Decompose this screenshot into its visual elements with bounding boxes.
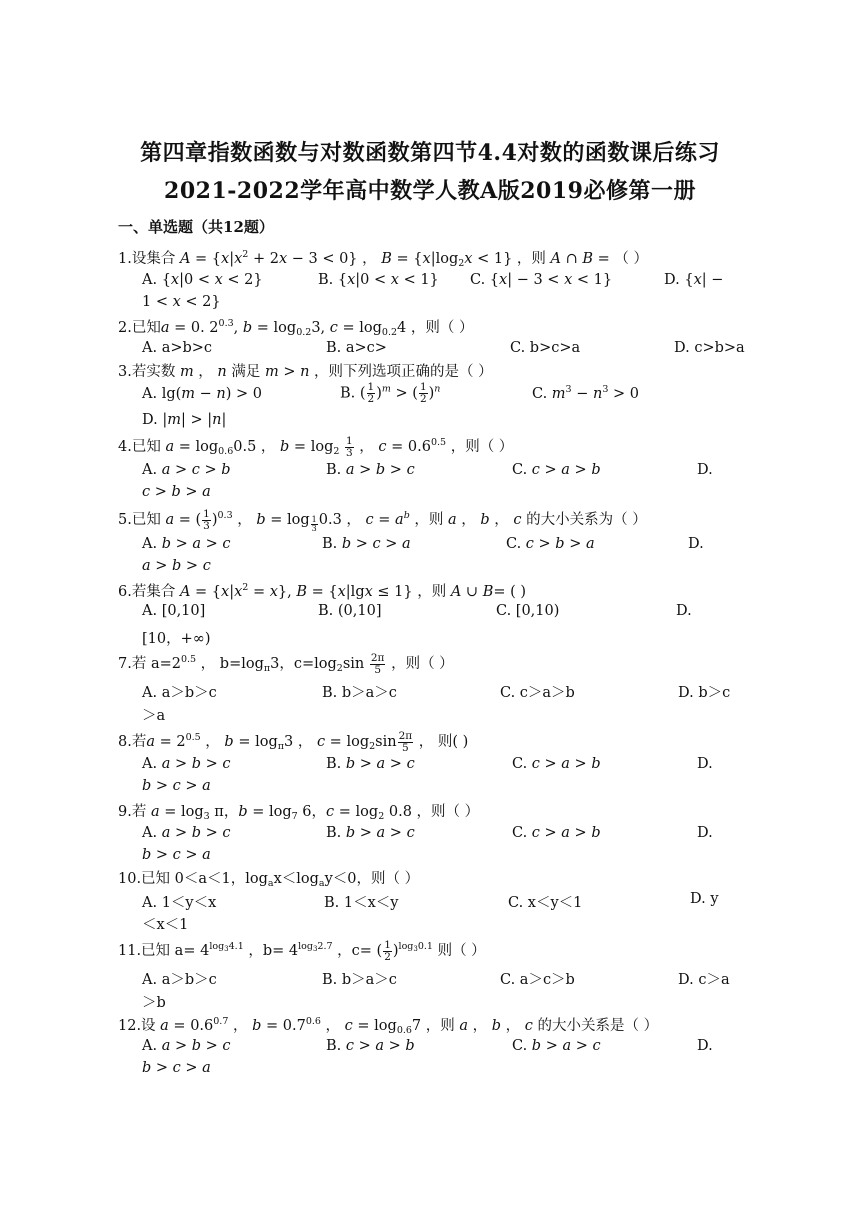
question-8-option-d-cont: b > c > a: [142, 778, 211, 794]
question-5-option-d[interactable]: D.: [688, 536, 704, 552]
question-6-option-b[interactable]: B. (0,10]: [318, 603, 382, 619]
question-5-option-d-cont: a > b > c: [142, 558, 211, 574]
question-3-option-c[interactable]: C. $m^3 - n^3 > 0$: [532, 384, 639, 402]
question-10-option-d-cont: ＜x＜1: [142, 917, 189, 933]
question-2-option-b[interactable]: B. a>c>: [326, 340, 387, 356]
question-12-option-d[interactable]: D.: [697, 1038, 713, 1054]
question-3-stem: 3.若实数 m ， n 满足 m > n ，则下列选项正确的是（ ）: [118, 364, 493, 380]
question-12-option-b[interactable]: B. c > a > b: [326, 1038, 415, 1054]
question-9-option-d[interactable]: D.: [697, 825, 713, 841]
question-8-option-a[interactable]: A. a > b > c: [142, 756, 231, 772]
question-1-option-c[interactable]: C. {x| − 3 < x < 1}: [470, 272, 613, 288]
question-7-option-d-cont: ＞a: [142, 708, 166, 724]
question-3-option-b[interactable]: B. ( $\frac{1}{2}$ )$^m$ > ( $\frac{1}{2}$ )$^n$: [340, 381, 441, 405]
question-5-stem: 5.已知 a = ( $\frac{1}{3}$ )$^{0.3}$ ， b = log $_{\frac{1}{3}}$ 0.3 ， $c = a^b$ ，则 a ， b ， c 的大小关系为（ ）: [118, 507, 647, 533]
question-5-option-b[interactable]: B. b > c > a: [322, 536, 411, 552]
question-4-stem: 4.已知 $a = \log_{0.6}0.5$ ， $b = \log_2$ $\frac{1}{3}$ ， $c = 0.6^{0.5}$ ，则（ ）: [118, 434, 514, 459]
question-8-option-b[interactable]: B. b > a > c: [326, 756, 415, 772]
question-1-option-b[interactable]: B. {x|0 < x < 1}: [318, 272, 439, 288]
question-7-option-d[interactable]: D. b＞c: [678, 685, 731, 701]
question-9-stem: 9.若 $a = \log_3 \pi$，$b = \log_7 6$，$c = \log_2 0.8$ ，则（ ）: [118, 804, 480, 822]
question-9-option-a[interactable]: A. a > b > c: [142, 825, 231, 841]
question-1-option-d-cont: 1 < x < 2}: [142, 294, 221, 310]
question-11-option-c[interactable]: C. a＞c＞b: [500, 972, 575, 988]
question-9-option-c[interactable]: C. c > a > b: [512, 825, 601, 841]
question-4-option-a[interactable]: A. a > c > b: [142, 462, 231, 478]
question-11-stem: 11.已知 $a= 4^{log_34.1}$ ，$b= 4^{log_32.7}$ ，c= ( $\frac{1}{2}$ )$^{log_30.1}$ 则（ ）: [118, 938, 486, 963]
question-10-stem: 10.已知 0＜a＜1，$\log_ax<\log_ay<0$，则（ ）: [118, 871, 420, 889]
question-12-stem: 12.设 $a = 0.6^{0.7}$ ， $b = 0.7^{0.6}$ ， $c = \log_{0.6}7$ ，则 a ， b ， c 的大小关系是（ ）: [118, 1016, 659, 1036]
question-7-option-c[interactable]: C. c＞a＞b: [500, 685, 575, 701]
question-10-option-d[interactable]: D. y: [690, 891, 719, 907]
question-12-option-a[interactable]: A. a > b > c: [142, 1038, 231, 1054]
question-3-option-d[interactable]: D. |m| > |n|: [142, 412, 227, 428]
question-7-stem: 7.若 $a=2^{0.5}$ ， $b=\log_\pi 3$，$c=\log_2\sin$ $\frac{2\pi}{5}$ ，则（ ）: [118, 651, 454, 676]
question-6-stem: 6.若集合 $A = \{x|x^2 = x\}$, B = {x|lgx ≤ 1} ，则 A ∪ B= ( ): [118, 582, 527, 600]
question-1-option-a[interactable]: A. {x|0 < x < 2}: [142, 272, 263, 288]
question-6-option-d-cont: [10，+∞): [142, 631, 211, 647]
question-4-option-c[interactable]: C. c > a > b: [512, 462, 601, 478]
question-11-option-d-cont: ＞b: [142, 995, 166, 1011]
question-10-option-b[interactable]: B. 1＜x＜y: [324, 895, 399, 911]
question-4-option-b[interactable]: B. a > b > c: [326, 462, 415, 478]
question-11-option-b[interactable]: B. b＞a＞c: [322, 972, 397, 988]
question-5-option-a[interactable]: A. b > a > c: [142, 536, 231, 552]
question-8-option-d[interactable]: D.: [697, 756, 713, 772]
question-12-option-c[interactable]: C. b > a > c: [512, 1038, 601, 1054]
question-2-option-c[interactable]: C. b>c>a: [510, 340, 581, 356]
question-1-option-d[interactable]: D. {x| −: [664, 272, 724, 288]
question-6-option-c[interactable]: C. [0,10): [496, 603, 560, 619]
question-7-option-b[interactable]: B. b＞a＞c: [322, 685, 397, 701]
question-5-option-c[interactable]: C. c > b > a: [506, 536, 595, 552]
question-10-option-c[interactable]: C. x＜y＜1: [508, 895, 583, 911]
question-4-option-d[interactable]: D.: [697, 462, 713, 478]
question-2-stem: 2.已知a = 0. $2^{0.3}$, $b = \log_{0.2}3$, $c = \log_{0.2}4$ ，则（ ）: [118, 318, 474, 338]
question-6-option-a[interactable]: A. [0,10]: [142, 603, 206, 619]
question-3-option-a[interactable]: A. lg(m − n) > 0: [142, 386, 262, 402]
question-2-option-a[interactable]: A. a>b>c: [142, 340, 213, 356]
question-2-option-d[interactable]: D. c>b>a: [674, 340, 745, 356]
document-title-line2: 2021-2022学年高中数学人教A版2019必修第一册: [164, 178, 696, 204]
question-9-option-d-cont: b > c > a: [142, 847, 211, 863]
question-6-option-d[interactable]: D.: [676, 603, 692, 619]
question-11-option-a[interactable]: A. a＞b＞c: [142, 972, 217, 988]
question-8-stem: 8.若$a = 2^{0.5}$ ， $b = \log_\pi 3$ ， $c = \log_2\sin$ $\frac{2\pi}{5}$ ， 则( ): [118, 729, 469, 754]
question-10-option-a[interactable]: A. 1＜y＜x: [142, 895, 217, 911]
document-title-line1: 第四章指数函数与对数函数第四节4.4对数的函数课后练习: [140, 140, 720, 166]
question-4-option-d-cont: c > b > a: [142, 484, 211, 500]
question-11-option-d[interactable]: D. c＞a: [678, 972, 730, 988]
question-8-option-c[interactable]: C. c > a > b: [512, 756, 601, 772]
question-12-option-d-cont: b > c > a: [142, 1060, 211, 1076]
question-1-stem: 1.设集合 $A = \{x|x^2 + 2x - 3 < 0\}$ ， $B = \{x|\log_2x < 1\}$ ，则 A ∩ B = （ ）: [118, 249, 649, 269]
section-heading: 一、单选题（共12题）: [118, 218, 274, 236]
question-7-option-a[interactable]: A. a＞b＞c: [142, 685, 217, 701]
question-9-option-b[interactable]: B. b > a > c: [326, 825, 415, 841]
